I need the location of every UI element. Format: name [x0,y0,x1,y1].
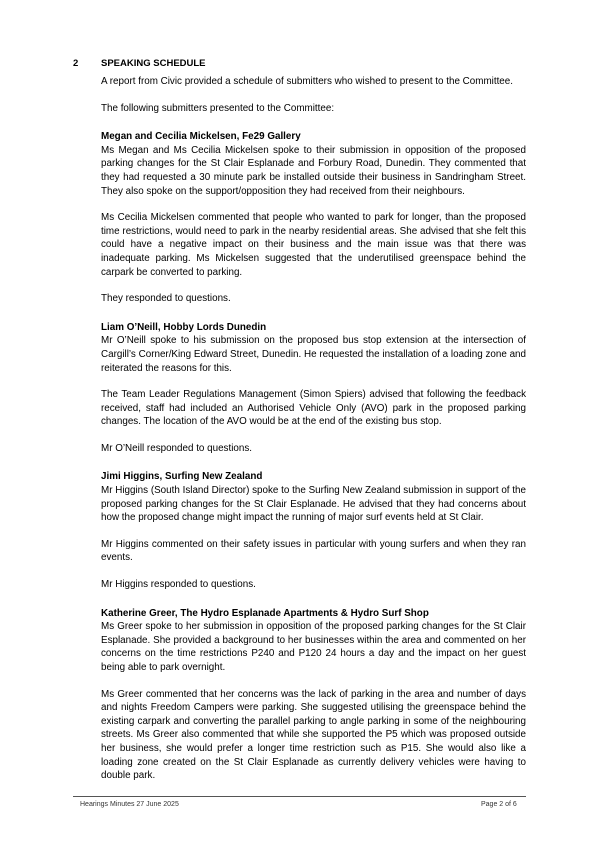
section-body [101,75,526,783]
submitter-paragraph: Mr O’Neill spoke to his submission on the proposed bus stop extension at the intersection of Cargill’s Corner/King Edward Street, Dunedin. He requested the installation of a loading zone and reiterated the reasons for this. [101,335,526,374]
submitter-heading: Jimi Higgins, Surfing New Zealand [101,471,263,483]
submitter-heading: Megan and Cecilia Mickelsen, Fe29 Gallery [101,131,301,143]
footer-document-title: Hearings Minutes 27 June 2025 [80,801,179,808]
footer-page-number: Page 2 of 6 [481,801,517,808]
submitter-block-oneill [101,321,526,456]
submitter-block-mickelsen [101,130,526,306]
submitter-paragraph: Ms Megan and Ms Cecilia Mickelsen spoke to their submission in opposition of the proposed parking changes for the St Clair Esplanade and Forbury Road, Dunedin. They commented that they had requested a 30 minute park be installed outside their business in Sandringham Street. They also spoke on the support/opposition they had received from their neighbours. [101,144,526,197]
section-number: 2 [73,58,79,69]
submitter-paragraph: They responded to questions. [101,293,231,305]
submitter-paragraph: Ms Greer commented that her concerns was the lack of parking in the area and number of days and nights Freedom Campers were parking. She suggested utilising the greenspace behind the existing carpark and converting the parallel parking to angle parking in some of the neighbouring streets. Ms Greer also commented that while she supported the P5 which was proposed outside her business, she would prefer a longer time restriction such as P15. She would also like a loading zone created on the St Clair Esplanade as currently delivery vehicles were having to double park. [101,688,526,782]
submitter-paragraph: Ms Greer spoke to her submission in opposition of the proposed parking changes for the St Clair Esplanade. She provided a background to her businesses within the area and commented on her concerns on the time restrictions P240 and P120 24 hours a day and the impact on her guest being able to park overnight. [101,621,526,673]
submitter-block-higgins [101,470,526,591]
submitter-paragraph: Mr Higgins commented on their safety issues in particular with young surfers and when they ran events. [101,538,526,564]
submitter-paragraph: Mr O’Neill responded to questions. [101,442,253,454]
submitter-block-greer [101,607,526,783]
submitter-heading: Katherine Greer, The Hydro Esplanade Apartments & Hydro Surf Shop [101,607,429,619]
section-title: SPEAKING SCHEDULE [101,58,206,69]
submitter-paragraph: Mr Higgins (South Island Director) spoke to the Surfing New Zealand submission in support of the proposed parking changes for the St Clair Esplanade. He advised that they had concerns about how the proposed change might impact the running of major surf events held at St Clair. [101,485,526,524]
submitter-paragraph: The Team Leader Regulations Management (Simon Spiers) advised that following the feedback received, staff had included an Authorised Vehicle Only (AVO) park in the proposed parking changes. The location of the AVO would be at the end of the existing bus stop. [101,389,526,428]
intro-paragraph: The following submitters presented to the Committee: [101,102,335,114]
submitter-paragraph: Mr Higgins responded to questions. [101,579,256,591]
footer-divider [73,796,526,797]
submitter-heading: Liam O’Neill, Hobby Lords Dunedin [101,321,267,333]
intro-paragraph: A report from Civic provided a schedule of submitters who wished to present to the Committee. [101,76,513,87]
submitter-paragraph: Ms Cecilia Mickelsen commented that people who wanted to park for longer, than the proposed time restrictions, would need to park in the nearby residential areas. She advised that she felt this could have a negative impact on their business and the main issue was that there was inadequate parking. Ms Mickelsen suggested that the underutilised greenspace behind the carpark be converted to parking. [101,212,526,278]
